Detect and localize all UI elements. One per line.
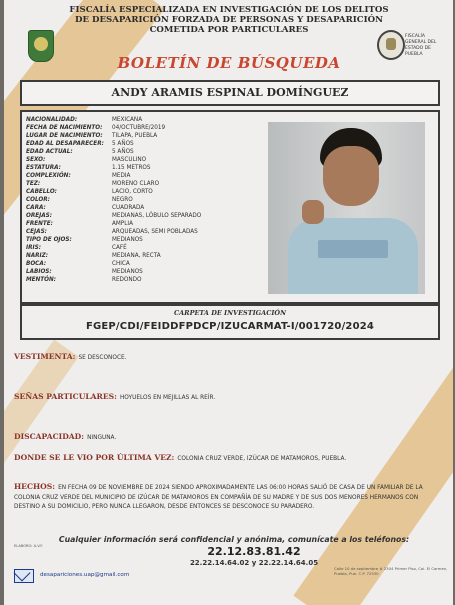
alternate-phones[interactable]: 22.22.14.64.02 y 22.22.14.64.05 xyxy=(189,559,319,567)
field-label: CARA: xyxy=(26,205,46,211)
field-value: MEDIANA, RECTA xyxy=(112,253,161,259)
field-label: EDAD AL DESAPARECER: xyxy=(26,141,104,147)
field-value: ARQUEADAS, SEMI POBLADAS xyxy=(112,229,198,235)
distinguishing-marks-section xyxy=(14,392,215,401)
field-label: LABIOS: xyxy=(26,269,52,275)
field-label: MENTÓN: xyxy=(26,277,57,283)
contact-email[interactable]: desapariciones.uap@gmail.com xyxy=(40,572,130,578)
field-value: TILAPA, PUEBLA xyxy=(112,133,158,139)
investigation-file-panel xyxy=(20,304,440,340)
field-label: NACIONALIDAD: xyxy=(26,117,78,123)
disability-section xyxy=(14,432,116,441)
field-label: SEXO: xyxy=(26,157,46,163)
person-name: ANDY ARAMIS ESPINAL DOMÍNGUEZ xyxy=(20,80,440,106)
facts-label: HECHOS: xyxy=(14,482,56,491)
field-label: TEZ: xyxy=(26,181,41,187)
field-value: CHICA xyxy=(112,261,130,267)
field-label: EDAD ACTUAL: xyxy=(26,149,73,155)
last-seen-label: DONDE SE LE VIO POR ÚLTIMA VEZ: xyxy=(14,453,175,462)
field-value: 5 AÑOS xyxy=(112,149,134,155)
field-label: BOCA: xyxy=(26,261,47,267)
field-label: CEJAS: xyxy=(26,229,47,235)
field-value: CAFÉ xyxy=(112,245,127,251)
field-value: 1.15 METROS xyxy=(112,165,151,171)
field-value: MEDIANOS xyxy=(112,269,143,275)
facts-value: EN FECHA 09 DE NOVIEMBRE DE 2024 SIENDO APROXIMADAMENTE LAS 06:00 HORAS SALIÓ DE CASA DE UN FAMILIAR DE LA COLONIA CRUZ VERDE DEL MUNICIPIO DE IZÚCAR DE MATAMOROS EN COMPAÑÍA DE SU MADRE Y DE SUS DOS MENORES HERMANOS CON DESTINO A SU DOMICILIO, PERO NUNCA LLEGARON, DESDE ENTONCES SE DESCONOCE SU PARADERO. xyxy=(14,485,423,510)
facts-section xyxy=(14,483,438,512)
distinguishing-marks-label: SEÑAS PARTICULARES: xyxy=(14,392,117,401)
field-value: REDONDO xyxy=(112,277,142,283)
fiscalia-logo-text: FISCALÍA GENERAL DEL ESTADO DE PUEBLA xyxy=(405,34,437,57)
field-value: 5 AÑOS xyxy=(112,141,134,147)
field-value: NEGRO xyxy=(112,197,133,203)
field-label: TIPO DE OJOS: xyxy=(26,237,72,243)
clothing-value: SE DESCONOCE. xyxy=(78,355,127,361)
header-line-1: FISCALÍA ESPECIALIZADA EN INVESTIGACIÓN DE LOS DELITOS xyxy=(69,5,389,15)
field-label: CABELLO: xyxy=(26,189,57,195)
field-value: LACIO, CORTO xyxy=(112,189,153,195)
field-value: MEDIANAS, LÓBULO SEPARADO xyxy=(112,213,202,219)
field-value: AMPLIA xyxy=(112,221,133,227)
field-value: MEDIANOS xyxy=(112,237,143,243)
bulletin-sheet xyxy=(4,0,453,605)
field-value: MORENO CLARO xyxy=(112,181,160,187)
field-value: CUADRADA xyxy=(112,205,145,211)
field-label: FECHA DE NACIMIENTO: xyxy=(26,125,103,131)
field-label: OREJAS: xyxy=(26,213,52,219)
agency-header xyxy=(64,5,394,35)
field-label: ESTATURA: xyxy=(26,165,61,171)
disability-value: NINGUNA. xyxy=(87,435,117,441)
mail-icon xyxy=(14,569,34,583)
clothing-label: VESTIMENTA: xyxy=(14,352,76,361)
field-label: COLOR: xyxy=(26,197,50,203)
office-address: Calle 10 de septiembre # 2304 Primer Piso, Col. El Carmen, Puebla, Pue. C.P. 72530 xyxy=(334,566,448,576)
field-label: LUGAR DE NACIMIENTO: xyxy=(26,133,103,139)
investigation-file-title: CARPETA DE INVESTIGACIÓN xyxy=(173,309,287,317)
missing-person-photo xyxy=(268,122,425,294)
field-value: 04/OCTUBRE/2019 xyxy=(112,125,166,131)
header-line-2: DE DESAPARICIÓN FORZADA DE PERSONAS Y DESAPARICIÓN xyxy=(75,15,383,25)
distinguishing-marks-value: HOYUELOS EN MEJILLAS AL REÍR. xyxy=(119,395,216,401)
last-seen-section xyxy=(14,453,346,462)
field-value: MEXICANA xyxy=(112,117,143,123)
field-value: MASCULINO xyxy=(112,157,147,163)
state-coat-of-arms-logo xyxy=(28,30,54,62)
last-seen-value: COLONIA CRUZ VERDE, IZÚCAR DE MATAMOROS, PUEBLA. xyxy=(177,456,347,462)
field-label: NARIZ: xyxy=(26,253,49,259)
clothing-section xyxy=(14,352,127,361)
bulletin-title: BOLETÍN DE BÚSQUEDA xyxy=(117,54,341,72)
field-label: COMPLEXIÓN: xyxy=(26,173,71,179)
field-value: MEDIA xyxy=(112,173,131,179)
field-label: FRENTE: xyxy=(26,221,53,227)
confidentiality-notice: Cualquier información será confidencial y anónima, comunícate a los teléfonos: xyxy=(58,535,410,544)
field-label: IRIS: xyxy=(26,245,41,251)
prepared-by: ELABORÓ: A.V.F. xyxy=(14,544,43,548)
physical-description-panel xyxy=(20,110,440,304)
header-line-3: COMETIDA POR PARTICULARES xyxy=(149,25,309,35)
investigation-file-number: FGEP/CDI/FEIDDFPDCP/IZUCARMAT-I/001720/2024 xyxy=(85,321,375,332)
main-phone[interactable]: 22.12.83.81.42 xyxy=(207,545,301,558)
disability-label: DISCAPACIDAD: xyxy=(14,432,85,441)
